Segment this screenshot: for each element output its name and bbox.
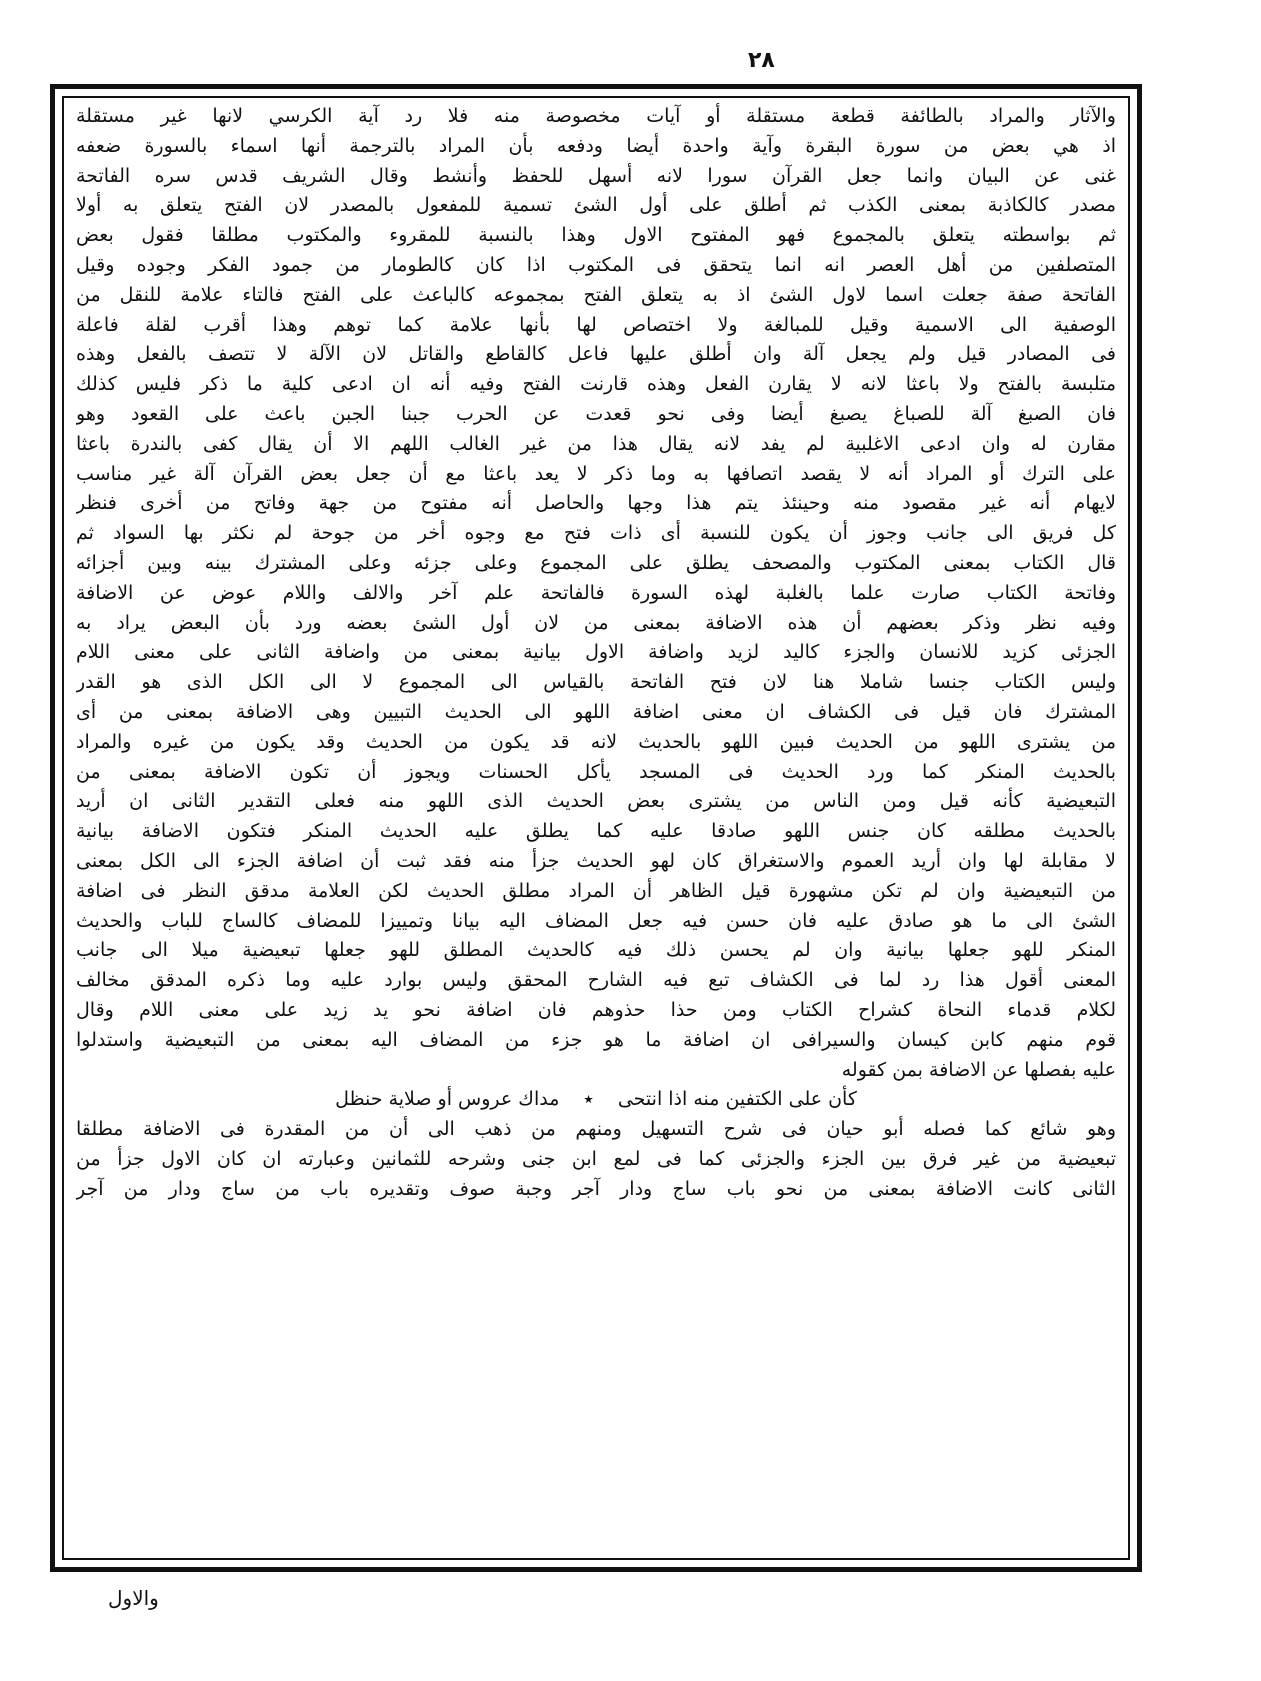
text-line: على الترك أو المراد أنه لا يقصد اتصافها به وما ذكر لا يعد باعثا مع أن جعل بعض القرآن آلة غير مناسب [76,462,1116,485]
text-line: المشترك فان قيل فى الكشاف ان معنى اضافة اللهو الى الحديث التبيين وهى الاضافة بمعنى من أى [76,700,1116,723]
text-line: التبعيضية كأنه قيل ومن الناس من يشترى بعض الحديث الذى اللهو منه فعلى التقدير الثانى ان أريد [76,790,1116,813]
text-line: قوم منهم كابن كيسان والسيرافى ان اضافة ما هو جزء من المضاف اليه بمعنى من التبعيضية واستدلوا [76,1028,1116,1051]
text-line: عليه بفصلها عن الاضافة بمن كقوله [841,1058,1116,1081]
text-line: متلبسة بالفتح ولا باعثا لانه لا يقارن الفعل وهذه قارنت الفتح وفيه أنه ان ادعى كلية ما ذكر فليس كذلك [76,373,1116,396]
text-line: فى المصادر قيل ولم يجعل آلة وان أطلق عليها فاعل كالقاطع والقاتل لان الآلة لا تتصف بالفعل وهذه [76,343,1116,366]
text-line: والآثار والمراد بالطائفة قطعة مستقلة أو آيات مخصوصة منه فلا رد آية الكرسي لانها غير مستقلة [76,105,1116,127]
text-line: من يشترى اللهو من الحديث فبين اللهو بالحديث لانه قد يكون من الحديث وقد يكون من غيره والمراد [76,730,1116,753]
text-line: فان الصبغ آلة للصباغ يصبغ أيضا وفى نحو قعدت عن الحرب جبنا الجبن باعث على القعود وهو [76,402,1116,425]
text-line: المتصلفين من أهل العصر انه انما يتحقق فى المكتوب اذا كان كالطومار من جمود الفكر وجوده وقيل [76,253,1116,276]
page-number: ٢٨ [748,48,775,73]
text-block [62,96,1130,1560]
text-line: المنكر للهو جعلها بيانية وان لم يحسن ذلك فيه كالحديث المطلق للهو جعلها تبعيضية ميلا الى جانب [76,939,1116,962]
text-line: المعنى أقول هذا رد لما فى الكشاف تبع فيه الشارح المحقق وليس بوارد عليه وما ذكره المدقق مخالف [76,969,1116,992]
text-line: بالحديث مطلقه كان جنس اللهو صادقا عليه كما يطلق عليه الحديث المنكر فتكون الاضافة بيانية [76,820,1116,843]
text-line: قال الكتاب بمعنى المكتوب والمصحف يطلق على المجموع وعلى جزئه وعلى المشترك بينه وبين أجزائه [76,551,1116,574]
text-line: مقارن له وان ادعى الاغلبية لم يفد لانه يقال هذا من غير الغالب اللهم الا أن يقال كفى بالندرة باعثا [76,432,1116,455]
text-line: اذ هي بعض من سورة البقرة وآية واحدة أيضا ودفعه بأن المراد بالترجمة أنها اسماء بالسورة ضعفه [76,134,1116,157]
text-line: لا مقابلة لها وان أريد العموم والاستغراق كان لهو الحديث جزأ منه فقد ثبت أن اضافة الجزء الى الكل بمعنى [76,849,1116,872]
text-line: ثم بواسطته يتعلق بالمجموع فهو المفتوح الاول وهذا بالنسبة للمقروء والمكتوب مطلقا فقول بعض [76,224,1116,247]
catchword: والاول [108,1586,159,1610]
verse-second-hemistich: مداك عروس أو صلاية حنظل [335,1088,560,1111]
text-line: الوصفية الى الاسمية وقيل للمبالغة ولا اختصاص لها بأنها علامة كما توهم وهذا أقرب لقلة فاعلة [76,313,1116,336]
text-line: بالحديث المنكر كما ورد الحديث فى المسجد يأكل الحسنات ويجوز أن تكون الاضافة بمعنى من [76,760,1116,783]
text-line: من التبعيضية وان لم تكن مشهورة قيل الظاهر أن المراد مطلق الحديث لكن العلامة مدقق النظر فى اضافة [76,879,1116,902]
text-line: وهو شائع كما فصله أبو حيان فى شرح التسهيل ومنهم من ذهب الى أن من المقدرة فى الاضافة مطلقا [76,1118,1116,1141]
verse-line [76,1085,1116,1115]
verse-separator: ٭ [583,1088,594,1111]
verse-first-hemistich: كأن على الكتفين منه اذا انتحى [617,1088,857,1111]
text-line: وليس الكتاب جنسا شاملا هنا لان فتح الفاتحة بالقياس الى المجموع لا الى الكل الذى هو القدر [76,671,1116,694]
text-line: كل فريق الى جانب وجوز أن يكون للنسبة أى ذات فتح مع وجوه أخر من جوحة لم نكثر بها السواد ثم [76,522,1116,545]
text-line: لايهام أنه غير مقصود منه وحينئذ يتم هذا وجها والحاصل أنه مفتوح من جهة وفاتح من أخرى فنظر [76,492,1116,515]
text-line: مصدر كالكاذبة بمعنى الكذب ثم أطلق على أول الشئ تسمية للمفعول بالمصدر لان الفتح يتعلق به أولا [76,194,1116,217]
text-line: الشئ الى ما هو صادق عليه فان حسن فيه جعل المضاف اليه بيانا وتمييزا للمضاف كالساج للباب والحديث [76,909,1116,932]
text-line: الفاتحة صفة جعلت اسما لاول الشئ اذ به يتعلق الفتح بمجموعه كالباعث على الفتح فالتاء علامة للنقل من [76,283,1116,306]
text-line: وفاتحة الكتاب صارت علما بالغلبة لهذه السورة فالفاتحة علم آخر والالف واللام عوض عن الاضافة [76,581,1116,604]
text-line: الجزئى كزيد للانسان والجزء كاليد لزيد واضافة الاول بيانية بمعنى من واضافة الثانى على معنى اللام [76,641,1116,664]
text-line: الثانى كانت الاضافة بمعنى من نحو باب ساج ودار آجر وجبة صوف وتقديره باب من ساج ودار من آجر [76,1177,1116,1200]
text-line: وفيه نظر وذكر بعضهم أن هذه الاضافة بمعنى من لان أول الشئ بعضه ورد بأن البعض يراد به [76,611,1116,634]
text-line: لكلام قدماء النحاة كشراح الكتاب ومن حذا حذوهم فان اضافة نحو يد زيد على معنى اللام وقال [76,998,1116,1021]
text-line: تبعيضية من غير فرق بين الجزء والجزئى كما فى لمع ابن جنى وشرحه للثمانين وعبارته ان كان الاول جزأ من [76,1147,1116,1170]
text-line: غنى عن البيان وانما جعل القرآن سورا لانه أسهل للحفظ وأنشط وقال الشريف قدس سره الفاتحة [76,164,1116,187]
